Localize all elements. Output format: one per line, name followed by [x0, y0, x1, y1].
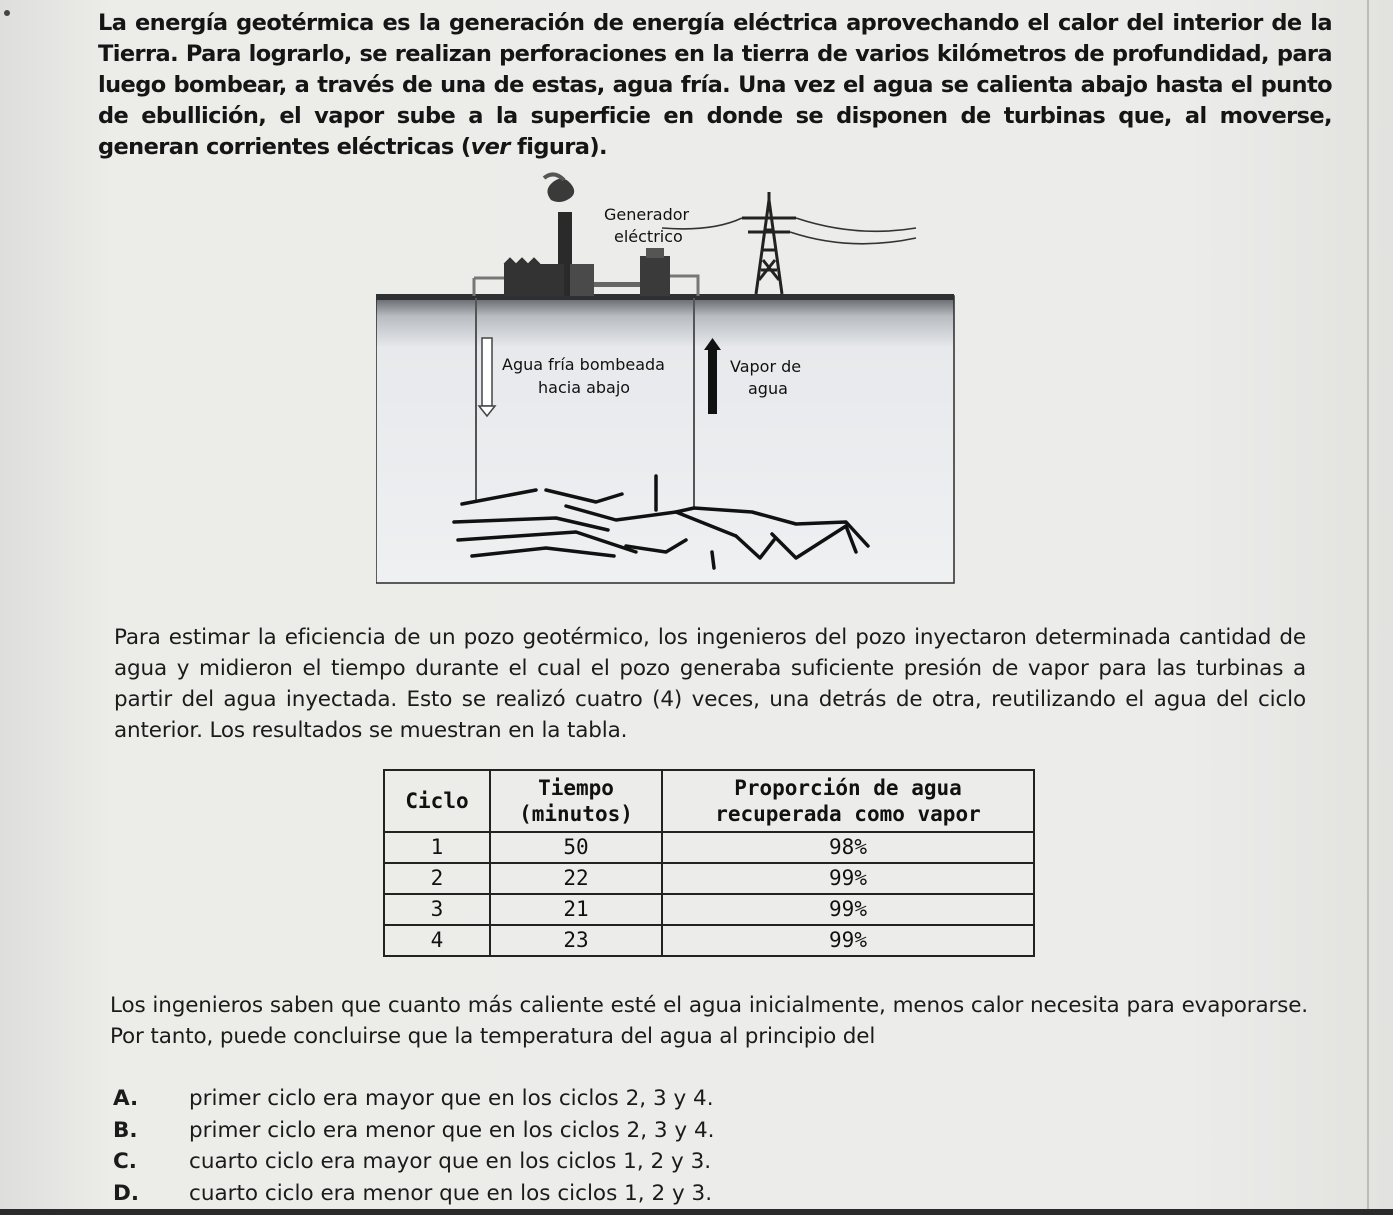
option-b[interactable]	[113, 1115, 1013, 1147]
cold-water-label-line2: hacia abajo	[538, 378, 631, 397]
steam-label-line2: agua	[748, 379, 788, 398]
option-d[interactable]	[113, 1178, 1013, 1210]
down-arrow-icon	[479, 338, 495, 416]
header-tiempo	[490, 770, 662, 832]
cell-proporcion: 99%	[662, 894, 1034, 925]
cell-ciclo: 4	[384, 925, 490, 956]
surface-pipe-right	[670, 276, 698, 296]
option-letter: A.	[113, 1086, 139, 1111]
cell-tiempo: 22	[490, 863, 662, 894]
header-proporcion-line2: recuperada como vapor	[715, 802, 981, 826]
surface-pipe-left	[474, 278, 504, 296]
table-row	[384, 925, 1034, 956]
power-pylon-icon	[742, 192, 796, 294]
cell-ciclo: 2	[384, 863, 490, 894]
cell-proporcion: 99%	[662, 925, 1034, 956]
option-text: cuarto ciclo era menor que en los ciclos 1, 2 y 3.	[189, 1180, 713, 1206]
intro-text-after: figura).	[509, 134, 607, 160]
cell-proporcion: 98%	[662, 832, 1034, 863]
bottom-edge-bar	[0, 1209, 1393, 1215]
question-paragraph: Los ingenieros saben que cuanto más caliente esté el agua inicialmente, menos calor necesita para evaporarse. Por tanto, puede concluirse que la temperatura del agua al principio del	[110, 993, 1308, 1049]
experiment-paragraph: Para estimar la eficiencia de un pozo geotérmico, los ingenieros del pozo inyectaron determinada cantidad de agua y midieron el tiempo durante el cual el pozo generaba suficiente presión de vapor para las turbinas a partir del agua inyectada. Esto se realizó cuatro (4) veces, una detrás de otra, reutilizando el agua del ciclo anterior. Los resultados se muestran en la tabla.	[114, 625, 1306, 743]
table-row	[384, 863, 1034, 894]
answer-options	[113, 1083, 1013, 1209]
generator-label-line2: eléctrico	[614, 227, 683, 246]
page-right-border	[1367, 0, 1369, 1215]
bullet-mark	[4, 10, 10, 16]
table-row	[384, 832, 1034, 863]
steam-label-line1: Vapor de	[730, 357, 802, 376]
results-table	[383, 769, 1035, 957]
table-header-row	[384, 770, 1034, 832]
option-text: primer ciclo era mayor que en los ciclos 2, 3 y 4.	[189, 1086, 714, 1111]
intro-paragraph	[98, 8, 1332, 163]
cell-tiempo: 21	[490, 894, 662, 925]
intro-italic-word: ver	[470, 134, 510, 160]
option-text: cuarto ciclo era mayor que en los ciclos 1, 2 y 3.	[189, 1149, 712, 1174]
header-tiempo-line1: Tiempo	[538, 776, 614, 800]
cell-tiempo: 23	[490, 925, 662, 956]
option-text: primer ciclo era menor que en los ciclos 2, 3 y 4.	[189, 1117, 715, 1143]
option-letter: B.	[113, 1117, 138, 1143]
table-row	[384, 894, 1034, 925]
option-letter: D.	[113, 1180, 140, 1206]
header-proporcion-line1: Proporción de agua	[734, 776, 962, 800]
intro-text-before: La energía geotérmica es la generación de energía eléctrica aprovechando el calor del interior de la Tierra. Para lograrlo, se realizan perforaciones en la tierra de varios kilómetros de profundidad, para luego bombear, a través de una de estas, agua fría. Una vez el agua se calienta abajo hasta el punto de ebullición, el vapor sube a la superficie en donde se disponen de turbinas que, al moverse, generan corrientes eléctricas (	[98, 10, 1332, 160]
cell-proporcion: 99%	[662, 863, 1034, 894]
cell-ciclo: 3	[384, 894, 490, 925]
option-letter: C.	[113, 1149, 137, 1174]
option-c[interactable]	[113, 1146, 1013, 1178]
header-tiempo-line2: (minutos)	[519, 802, 633, 826]
cell-tiempo: 50	[490, 832, 662, 863]
cold-water-label-line1: Agua fría bombeada	[502, 355, 665, 374]
generator-label-line1: Generador	[604, 205, 690, 224]
geothermal-diagram	[376, 160, 956, 585]
cell-ciclo: 1	[384, 832, 490, 863]
header-proporcion	[662, 770, 1034, 832]
header-ciclo: Ciclo	[384, 770, 490, 832]
option-a[interactable]	[113, 1083, 1013, 1115]
